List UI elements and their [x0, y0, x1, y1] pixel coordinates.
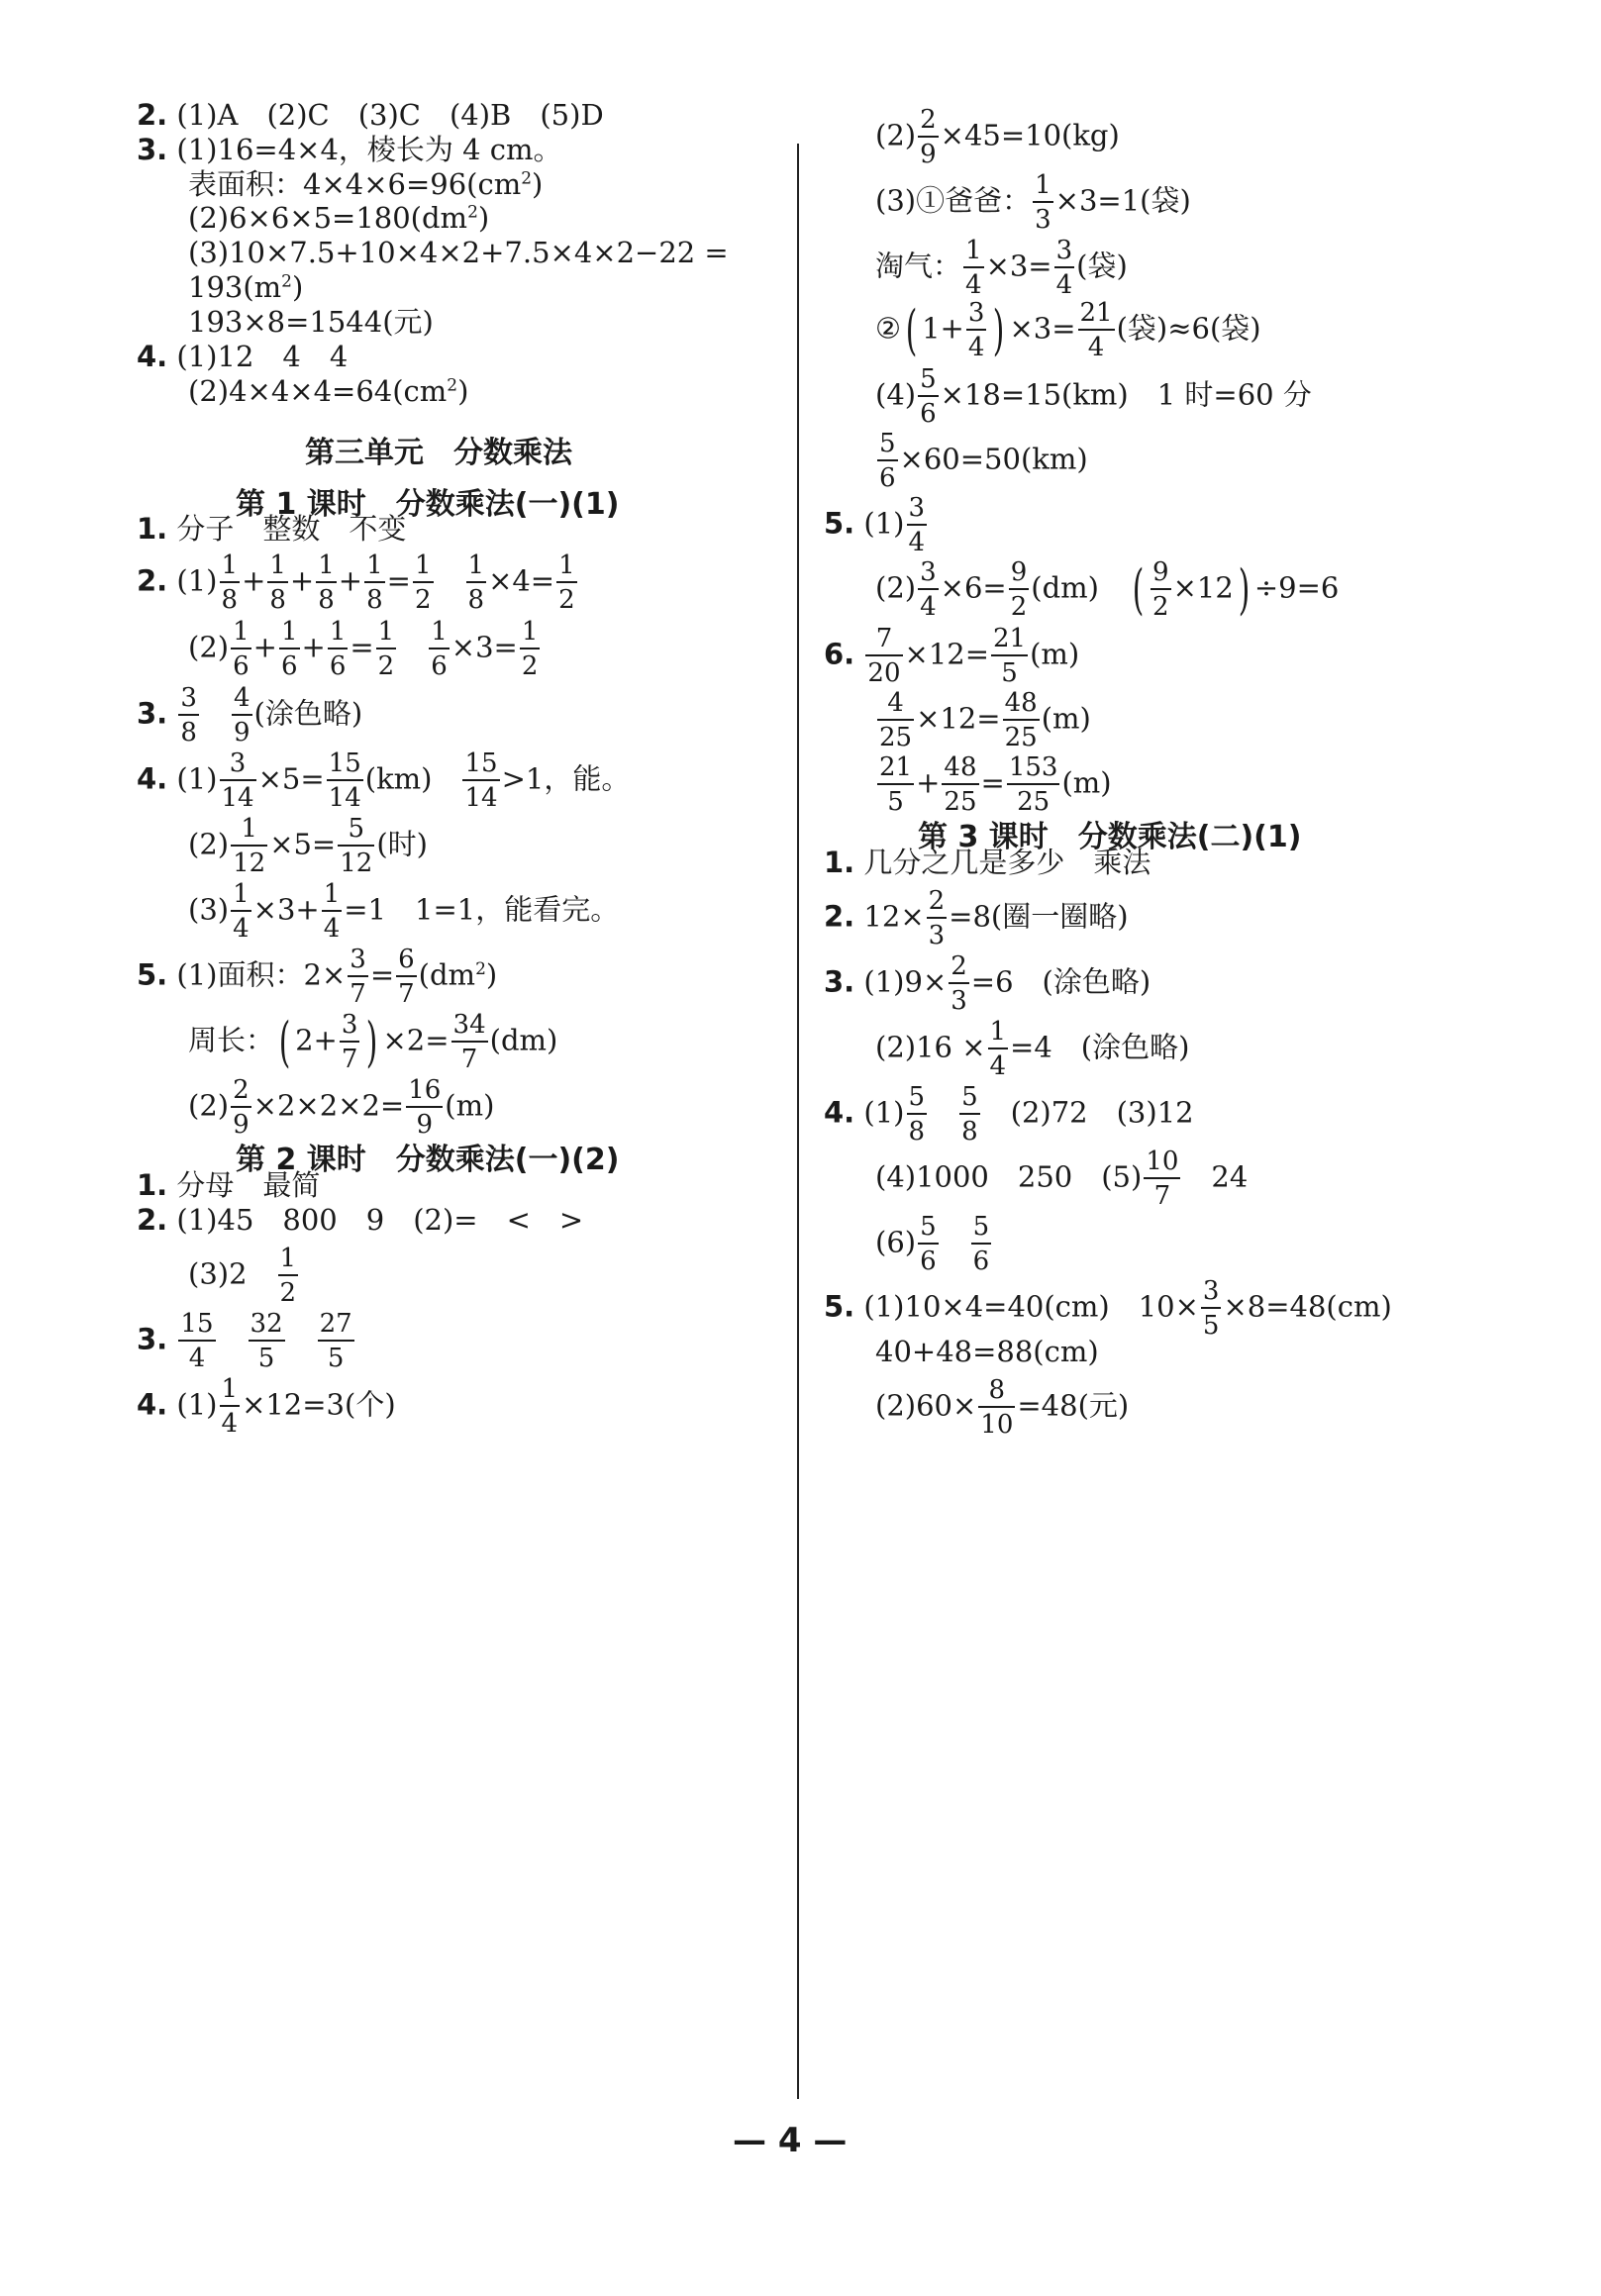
answer-line: $\frac{5}{6}$ ×60=50(km) — [879, 429, 1088, 493]
answer-line: 2. (1)45 800 9 (2)= < > — [137, 1203, 584, 1237]
answer-line: $193(m^2)$ — [188, 270, 304, 304]
answer-line: 1. 分子 整数 不变 — [137, 512, 407, 546]
answer-line: 表面积：$4\times 4\times 6=96(cm^2)$ — [188, 167, 544, 201]
answer-line: 193×8=1544(元) — [188, 305, 434, 339]
answer-line: 3. $\frac{3}{8}$ $\frac{4}{9}$ (涂色略) — [137, 683, 363, 748]
left-column — [137, 0, 780, 2296]
answer-line: (2) $\frac{2}{9}$ ×2×2×2= $\frac{16}{9}$ (m) — [188, 1075, 495, 1140]
answer-line: 3. (1)16=4×4，棱长为 4 cm。 — [137, 133, 562, 166]
answer-line: 5. (1)10×4=40(cm) 10× $\frac{3}{5}$ ×8=48(cm) — [824, 1276, 1392, 1341]
answer-line: (2)60× $\frac{8}{10}$ =48(元) — [875, 1375, 1130, 1440]
answer-line: 5. (1) $\frac{3}{4}$ — [824, 493, 926, 557]
answer-line: 4. (1)12 4 4 — [137, 340, 349, 373]
answer-line: (3)10×7.5+10×4×2+7.5×4×2−22 = — [188, 236, 729, 269]
answer-line: 40+48=88(cm) — [875, 1335, 1099, 1368]
answer-line: (3)①爸爸： $\frac{1}{3}$ ×3=1(袋) — [875, 170, 1191, 235]
lesson-title: 第 1 课时 分数乘法(一)(1) — [236, 487, 620, 522]
answer-line: 1. 分母 最简 — [137, 1168, 321, 1202]
lesson-title: 第 3 课时 分数乘法(二)(1) — [918, 820, 1302, 854]
answer-line: (4) $\frac{5}{6}$ ×18=15(km) 1 时=60 分 — [875, 364, 1312, 429]
page-number: — 4 — — [733, 2121, 848, 2160]
answer-line: (2) $\frac{2}{9}$ ×45=10(kg) — [875, 105, 1120, 169]
answer-line: (4)1000 250 (5) $\frac{10}{7}$ 24 — [875, 1147, 1249, 1211]
answer-line: (2)16 × $\frac{1}{4}$ =4 (涂色略) — [875, 1017, 1190, 1081]
right-column — [824, 0, 1556, 2296]
answer-line: (3)2 $\frac{1}{2}$ — [188, 1244, 297, 1308]
answer-line: 淘气： $\frac{1}{4}$ ×3= $\frac{3}{4}$ (袋) — [875, 236, 1128, 300]
answer-line: 2. 12× $\frac{2}{3}$ =8(圈一圈略) — [824, 886, 1129, 950]
answer-line: 2. (1)A (2)C (3)C (4)B (5)D — [137, 98, 604, 132]
answer-line: 6. $\frac{7}{20}$ ×12= $\frac{21}{5}$ (m) — [824, 624, 1080, 688]
answer-line: $\frac{4}{25}$ ×12= $\frac{48}{25}$ (m) — [879, 688, 1091, 752]
answer-line: (2) $\frac{3}{4}$ ×6= $\frac{9}{2}$ (dm) ( $\frac{9}{2}$ ×12) ÷9=6 — [875, 557, 1340, 622]
answer-line: 2. (1) $\frac{1}{8}$ + $\frac{1}{8}$ + $\frac{1}{8}$ + $\frac{1}{8}$ = $\frac{1}{2}$ $\frac{1}{8}$ ×4= $\frac{1}{2}$ — [137, 550, 575, 615]
answer-line: (3) $\frac{1}{4}$ ×3+ $\frac{1}{4}$ =1 1=1，能看完。 — [188, 879, 620, 944]
answer-line: 4. (1) $\frac{3}{14}$ ×5= $\frac{15}{14}$ (km) $\frac{15}{14}$ >1，能。 — [137, 749, 631, 813]
answer-line: 周长：( 2+ $\frac{3}{7}$ ) ×2= $\frac{34}{7}$ (dm) — [188, 1010, 558, 1074]
column-divider — [797, 144, 799, 2099]
answer-line: (6) $\frac{5}{6}$ $\frac{5}{6}$ — [875, 1212, 990, 1276]
answer-line: 3. (1)9× $\frac{2}{3}$ =6 (涂色略) — [824, 951, 1151, 1016]
answer-line: $\frac{21}{5}$ + $\frac{48}{25}$ = $\frac{153}{25}$ (m) — [879, 752, 1112, 817]
answer-line: (2) $\frac{1}{6}$ + $\frac{1}{6}$ + $\frac{1}{6}$ = $\frac{1}{2}$ $\frac{1}{6}$ ×3= $\frac{1}{2}$ — [188, 617, 539, 681]
lesson-title: 第 2 课时 分数乘法(一)(2) — [236, 1143, 620, 1177]
answer-line: (2) $\frac{1}{12}$ ×5= $\frac{5}{12}$ (时) — [188, 814, 428, 878]
answer-line: $(2)6\times 6\times 5=180(dm^2)$ — [188, 201, 490, 235]
answer-line: 4. (1) $\frac{1}{4}$ ×12=3(个) — [137, 1374, 396, 1439]
answer-line: 4. (1) $\frac{5}{8}$ $\frac{5}{8}$ (2)72 (3)12 — [824, 1082, 1194, 1147]
answer-line: 3. $\frac{15}{4}$ $\frac{32}{5}$ $\frac{27}{5}$ — [137, 1309, 352, 1373]
unit-title: 第三单元 分数乘法 — [305, 436, 572, 470]
answer-line: ②( 1+ $\frac{3}{4}$ ) ×3= $\frac{21}{4}$ (袋)≈6(袋) — [875, 298, 1261, 362]
answer-line: $(2)4\times 4\times 4=64(cm^2)$ — [188, 374, 469, 408]
answer-line: 5. (1)面积：2× $\frac{3}{7}$ = $\frac{6}{7}$ $(dm^2)$ — [137, 945, 498, 1009]
answer-line: 1. 几分之几是多少 乘法 — [824, 846, 1151, 879]
